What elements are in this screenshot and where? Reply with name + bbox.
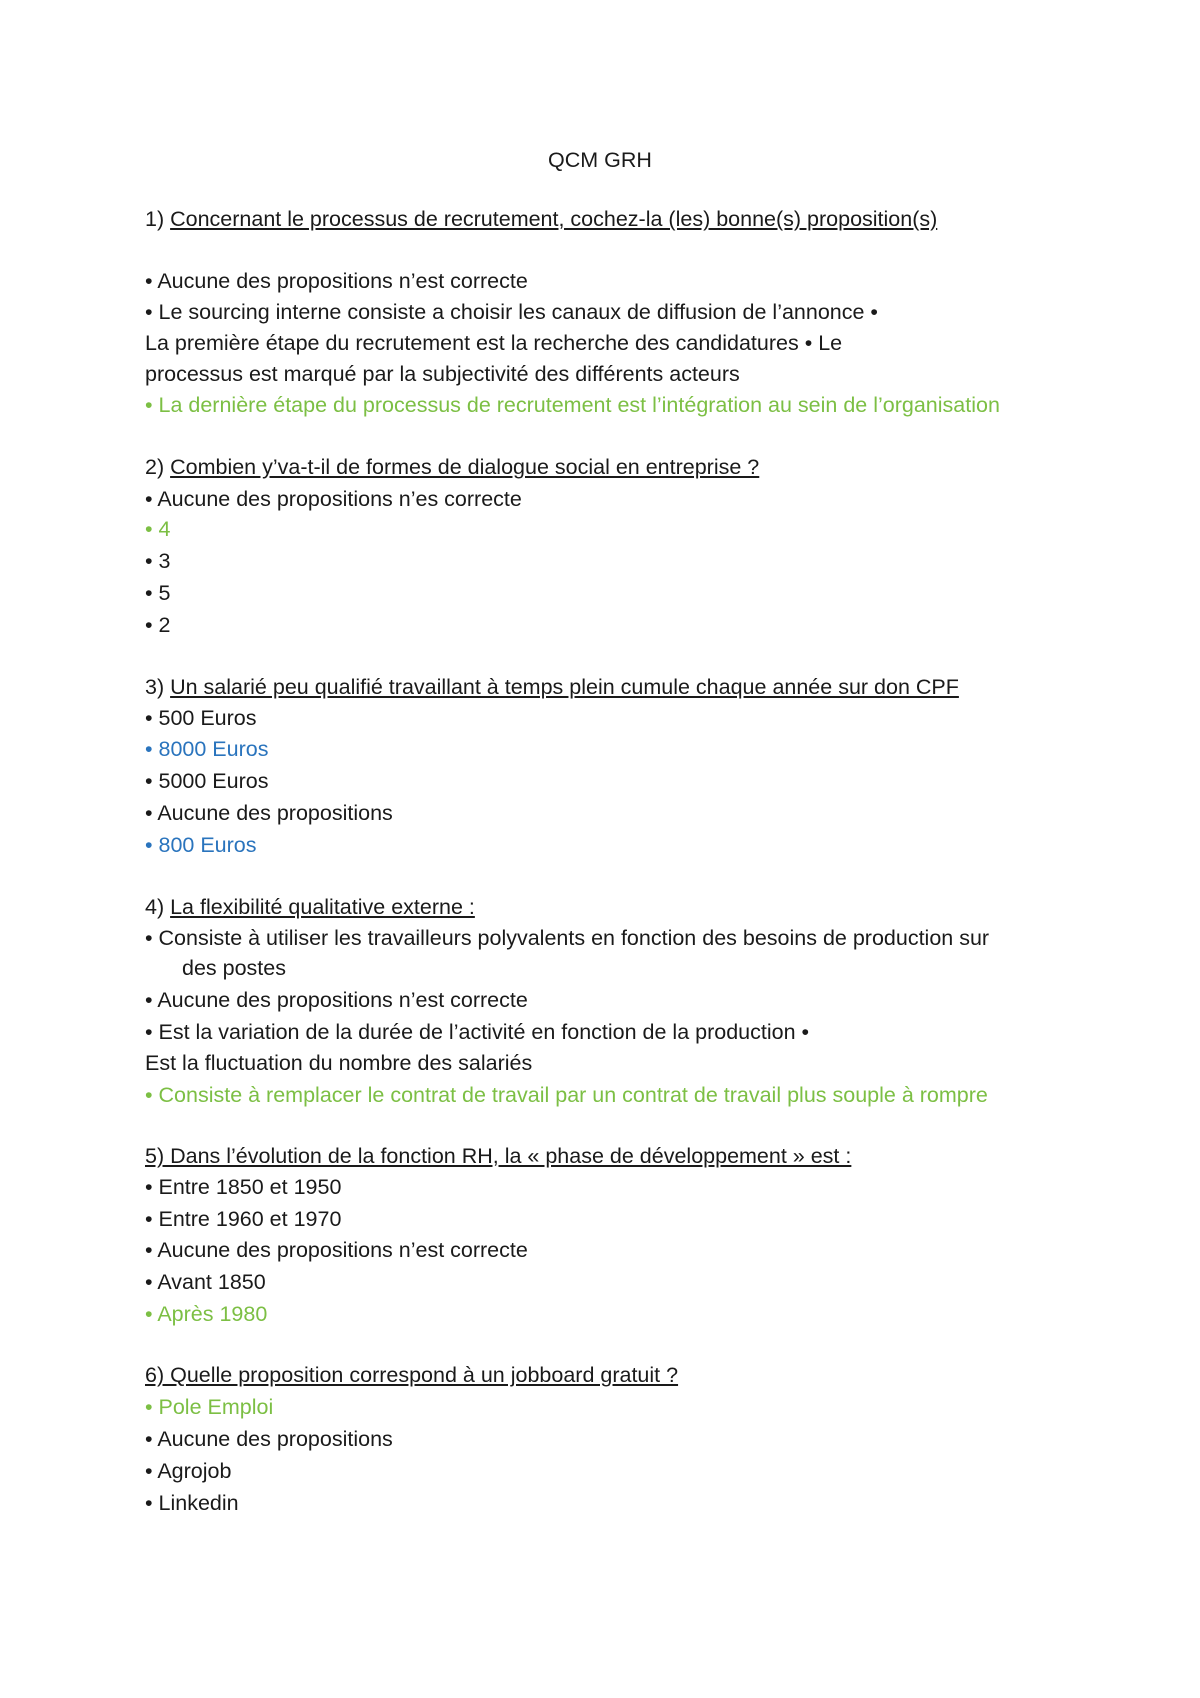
q3-option-5-highlighted: • 800 Euros: [145, 833, 257, 857]
q4-line-5-correct: • Consiste à remplacer le contrat de travail par un contrat de travail plus souple à rompre: [145, 1083, 988, 1107]
q2-option-5: • 2: [145, 613, 171, 637]
q5-option-4: • Avant 1850: [145, 1270, 266, 1294]
q5-option-3: • Aucune des propositions n’est correcte: [145, 1238, 528, 1262]
q6-option-1-correct: • Pole Emploi: [145, 1395, 274, 1419]
q4-line-4: Est la fluctuation du nombre des salariés: [145, 1051, 533, 1075]
question-1-number: 1): [145, 207, 171, 231]
question-3-heading: [145, 673, 959, 701]
q2-option-2-correct: • 4: [145, 517, 171, 541]
q2-option-4: • 5: [145, 581, 171, 605]
q6-option-2: • Aucune des propositions: [145, 1427, 393, 1451]
question-2-text: Combien y’va-t-il de formes de dialogue social en entreprise ?: [170, 455, 760, 479]
q2-option-1: • Aucune des propositions n’es correcte: [145, 487, 522, 511]
q3-option-1: • 500 Euros: [145, 706, 257, 730]
q3-option-3: • 5000 Euros: [145, 769, 269, 793]
q1-line-3: La première étape du recrutement est la recherche des candidatures • Le: [145, 331, 843, 355]
q5-option-1: • Entre 1850 et 1950: [145, 1175, 342, 1199]
q4-line-1: • Consiste à utiliser les travailleurs polyvalents en fonction des besoins de production sur: [145, 926, 990, 950]
q1-line-5-correct: • La dernière étape du processus de recrutement est l’intégration au sein de l’organisation: [145, 393, 1000, 417]
question-4-text: La flexibilité qualitative externe :: [170, 895, 475, 919]
q5-option-2: • Entre 1960 et 1970: [145, 1207, 342, 1231]
question-6-heading: 6) Quelle proposition correspond à un jobboard gratuit ?: [145, 1363, 679, 1387]
q4-line-2: • Aucune des propositions n’est correcte: [145, 988, 528, 1012]
question-2-number: 2): [145, 455, 171, 479]
q6-option-4: • Linkedin: [145, 1491, 239, 1515]
question-3-number: 3): [145, 675, 171, 699]
question-2-heading: [145, 453, 759, 481]
q1-line-2: • Le sourcing interne consiste a choisir les canaux de diffusion de l’annonce •: [145, 300, 878, 324]
question-5-heading: 5) Dans l’évolution de la fonction RH, la « phase de développement » est :: [145, 1144, 852, 1168]
question-1-heading: [145, 205, 937, 233]
question-4-heading: [145, 893, 475, 921]
q2-option-3: • 3: [145, 549, 171, 573]
q4-line-1-continued: des postes: [182, 956, 286, 980]
q1-line-4: processus est marqué par la subjectivité des différents acteurs: [145, 362, 740, 386]
question-1-text: Concernant le processus de recrutement, cochez-la (les) bonne(s) proposition(s): [170, 207, 938, 231]
document-title: QCM GRH: [548, 148, 652, 172]
q1-line-1: • Aucune des propositions n’est correcte: [145, 269, 528, 293]
q5-option-5-correct: • Après 1980: [145, 1302, 268, 1326]
question-4-number: 4): [145, 895, 171, 919]
q3-option-4: • Aucune des propositions: [145, 801, 393, 825]
q6-option-3: • Agrojob: [145, 1459, 232, 1483]
question-3-text: Un salarié peu qualifié travaillant à temps plein cumule chaque année sur don CPF: [170, 675, 959, 699]
q4-line-3: • Est la variation de la durée de l’activité en fonction de la production •: [145, 1020, 810, 1044]
q3-option-2-highlighted: • 8000 Euros: [145, 737, 269, 761]
